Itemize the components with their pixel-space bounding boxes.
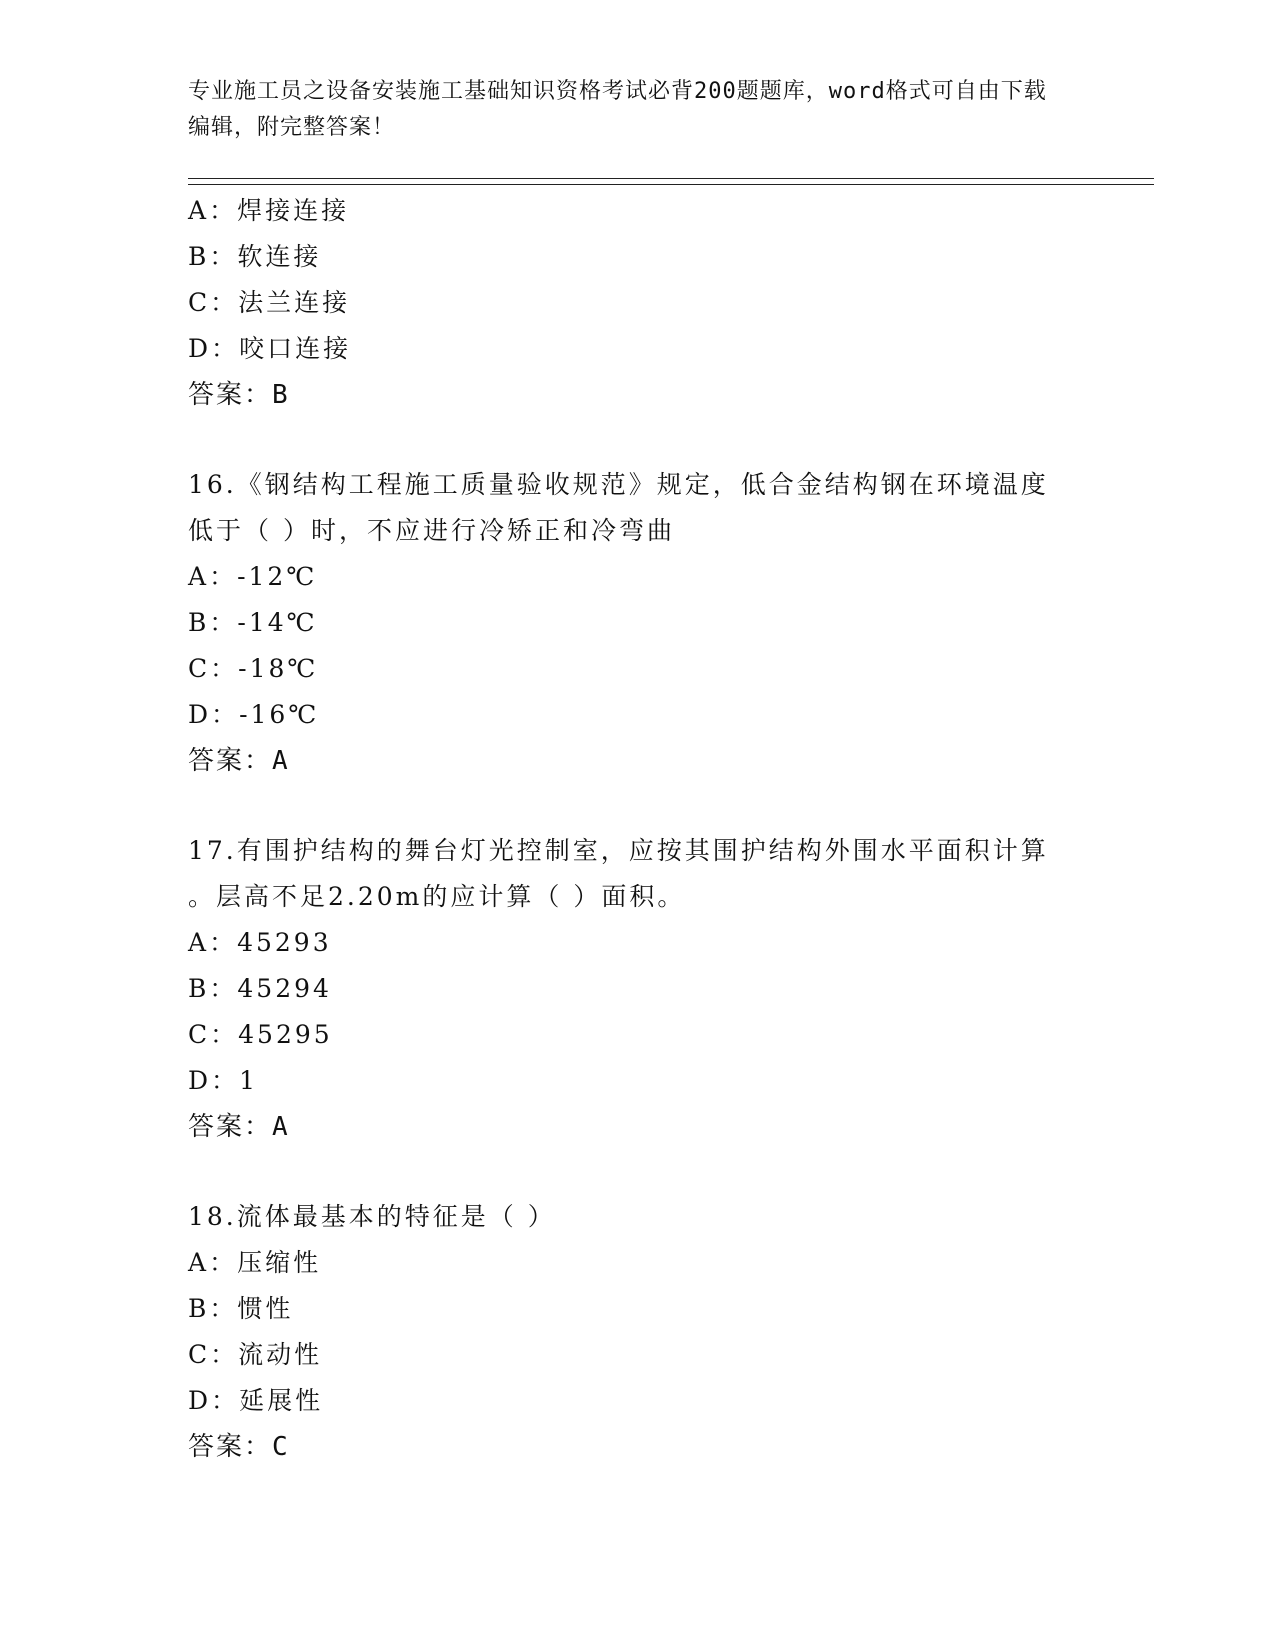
answer-line: 答案：A <box>188 746 290 776</box>
option-text: 1 <box>239 1066 258 1095</box>
option-key: B ： <box>188 234 237 280</box>
option-b <box>188 1286 1088 1332</box>
option-text: 惯性 <box>237 1294 294 1323</box>
option-key: B ： <box>188 600 237 646</box>
answer-line: 答案：C <box>188 1432 290 1462</box>
option-text: 压缩性 <box>237 1248 322 1277</box>
question-17 <box>188 828 1088 1150</box>
option-text: 法兰连接 <box>238 288 351 317</box>
option-c <box>188 1012 1088 1058</box>
question-text-line: 低于（ ）时，不应进行冷矫正和冷弯曲 <box>188 516 675 545</box>
answer-line: 答案：B <box>188 380 290 410</box>
question-text-line: 。层高不足2.20m的应计算（ ）面积。 <box>188 882 686 911</box>
option-key: C ： <box>188 1012 238 1058</box>
question-text-line: 18.流体最基本的特征是（ ） <box>188 1202 556 1231</box>
option-key: D ： <box>188 692 239 738</box>
option-text: -18℃ <box>238 654 319 683</box>
option-key: D ： <box>188 1058 239 1104</box>
spacer <box>188 784 1088 828</box>
option-text: 45294 <box>237 974 332 1003</box>
option-a <box>188 188 1088 234</box>
spacer <box>188 1150 1088 1194</box>
option-text: 延展性 <box>239 1386 324 1415</box>
option-a <box>188 554 1088 600</box>
spacer <box>188 418 1088 462</box>
option-text: 流动性 <box>238 1340 323 1369</box>
option-key: C ： <box>188 1332 238 1378</box>
option-key: D ： <box>188 326 239 372</box>
option-d <box>188 1378 1088 1424</box>
question-text <box>188 462 1078 554</box>
option-d <box>188 692 1088 738</box>
option-c <box>188 646 1088 692</box>
option-a <box>188 1240 1088 1286</box>
option-text: 45293 <box>237 928 332 957</box>
option-text: 焊接连接 <box>237 196 350 225</box>
option-text: -14℃ <box>237 608 318 637</box>
option-a <box>188 920 1088 966</box>
question-text <box>188 828 1078 920</box>
option-text: -16℃ <box>239 700 320 729</box>
option-key: B ： <box>188 1286 237 1332</box>
option-key: A ： <box>188 1240 237 1286</box>
option-key: A ： <box>188 188 237 234</box>
option-key: C ： <box>188 646 238 692</box>
answer-line: 答案：A <box>188 1112 290 1142</box>
question-text <box>188 1194 1078 1240</box>
question-text-line: 16.《钢结构工程施工质量验收规范》规定，低合金结构钢在环境温度 <box>188 470 1049 499</box>
option-c <box>188 280 1088 326</box>
document-header <box>188 74 1068 146</box>
question-16 <box>188 462 1088 784</box>
option-key: A ： <box>188 554 237 600</box>
option-key: A ： <box>188 920 237 966</box>
option-text: 咬口连接 <box>239 334 352 363</box>
question-18 <box>188 1194 1088 1470</box>
document-title: 专业施工员之设备安装施工基础知识资格考试必背200题题库，word格式可自由下载编辑，附完整答案！ <box>188 79 1047 140</box>
option-key: B ： <box>188 966 237 1012</box>
question-text-line: 17.有围护结构的舞台灯光控制室，应按其围护结构外围水平面积计算 <box>188 836 1049 865</box>
option-d <box>188 1058 1088 1104</box>
question-15-continued <box>188 188 1088 418</box>
header-divider-top <box>188 178 1154 179</box>
option-key: D ： <box>188 1378 239 1424</box>
option-b <box>188 966 1088 1012</box>
option-b <box>188 234 1088 280</box>
question-list <box>188 188 1088 1470</box>
header-divider-bottom <box>188 184 1154 185</box>
option-text: 软连接 <box>237 242 322 271</box>
option-c <box>188 1332 1088 1378</box>
option-b <box>188 600 1088 646</box>
option-text: -12℃ <box>237 562 318 591</box>
option-text: 45295 <box>238 1020 333 1049</box>
option-key: C ： <box>188 280 238 326</box>
option-d <box>188 326 1088 372</box>
